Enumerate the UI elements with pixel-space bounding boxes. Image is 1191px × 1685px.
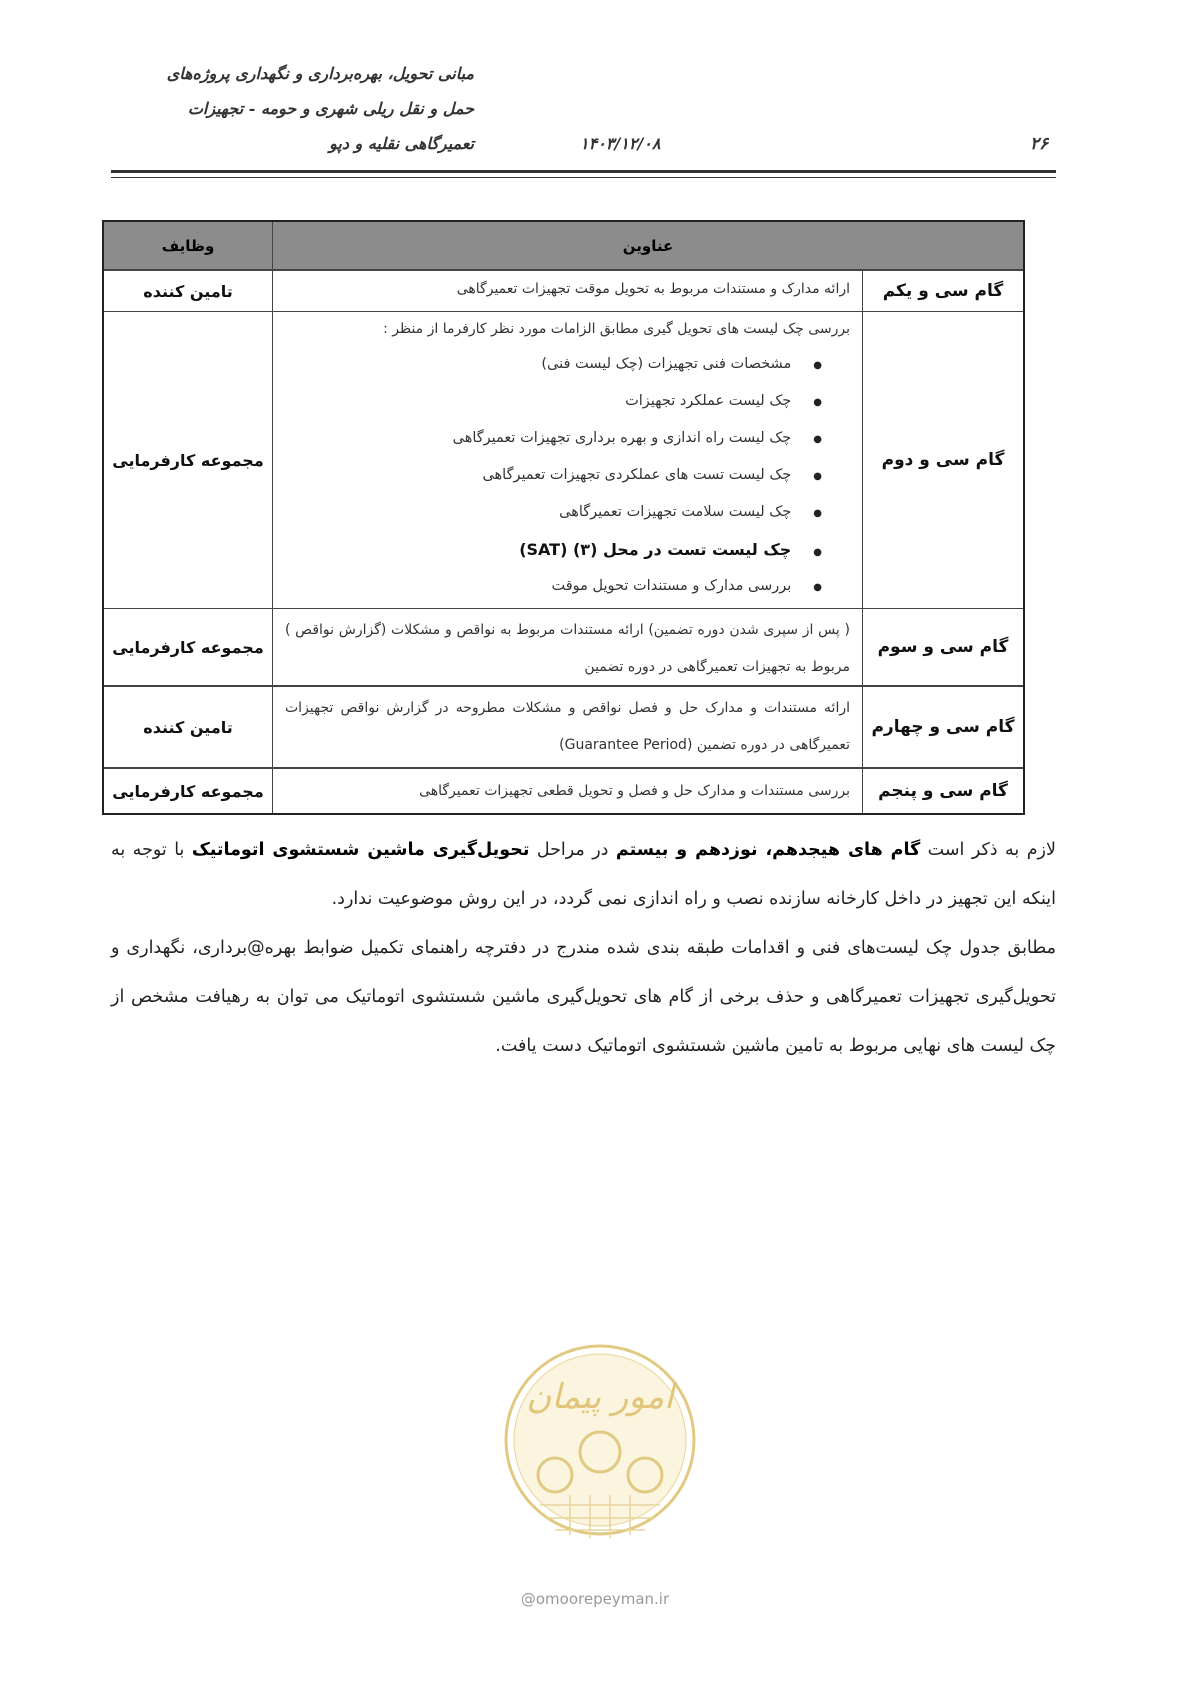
paragraph-text: در مراحل: [529, 840, 616, 860]
header-title-line-2: حمل و نقل ریلی شهری و حومه - تجهیزات: [187, 99, 474, 118]
step-label: گام سی و سوم: [863, 609, 1023, 687]
header-title-line-1: مبانی تحویل، بهره‌برداری و نگهداری پروژه‌های: [166, 64, 474, 83]
logo-url: @omoorepeyman.ir: [520, 1590, 670, 1608]
paragraph-bold: گام های هیجدهم، نوزدهم و بیستم: [615, 840, 921, 860]
list-item: ● مشخصات فنی تجهیزات (چک لیست فنی): [273, 346, 862, 383]
paragraph-text: با توجه به اینکه این تجهیز در داخل کارخانه سازنده نصب و راه اندازی نمی گردد، در این روش موضوعیت ندارد.: [111, 840, 1056, 909]
steps-table: [102, 220, 1025, 815]
list-item: ● چک لیست سلامت تجهیزات تعمیرگاهی: [273, 494, 862, 531]
paragraph-note: [111, 826, 1056, 924]
content-cell: [273, 312, 863, 609]
content-cell: ارائه مستندات و مدارک حل و فصل نواقص و مشکلات مطروحه در گزارش نواقص تجهیزات تعمیرگاهی در دوره تضمین (Guarantee Period): [273, 687, 863, 769]
paragraph-summary: مطابق جدول چک لیست‌های فنی و اقدامات طبقه بندی شده مندرج در دفترچه راهنمای تکمیل ضوابط بهره@برداری، نگهداری و تحویل‌گیری تجهیزات تعمیرگاهی و حذف برخی از گام های تحویل‌گیری ماشین شستشوی اتوماتیک می توان به رهیافت مشخص از چک لیست های نهایی مربوط به تامین ماشین شستشوی اتوماتیک دست یافت.: [111, 938, 1056, 1056]
checklist-bullets: [273, 346, 862, 605]
content-cell: ارائه مدارک و مستندات مربوط به تحویل موقت تجهیزات تعمیرگاهی: [273, 271, 863, 312]
duty-cell: مجموعه کارفرمایی: [104, 609, 273, 687]
omoore-peyman-logo: [500, 1330, 700, 1560]
svg-text:امور پیمان: امور پیمان: [526, 1377, 674, 1417]
paragraph-bold: تحویل‌گیری ماشین شستشوی اتوماتیک: [191, 840, 530, 860]
step-label: گام سی و چهارم: [863, 687, 1023, 769]
list-item: ● بررسی مدارک و مستندات تحویل موقت: [273, 568, 862, 605]
list-item: ● چک لیست عملکرد تجهیزات: [273, 383, 862, 420]
list-item-bold: ● چک لیست تست در محل (۳) (SAT): [273, 531, 862, 568]
duty-cell: مجموعه کارفرمایی: [104, 312, 273, 609]
header-rule-thick: [111, 170, 1056, 173]
header-rule-thin: [111, 177, 1056, 178]
paragraph-text: لازم به ذکر است: [920, 840, 1056, 860]
header-duties: وظایف: [104, 222, 273, 271]
page-number: ۲۶: [1030, 134, 1049, 154]
content-cell: ( پس از سپری شدن دوره تضمین) ارائه مستندات مربوط به نواقص و مشکلات (گزارش نواقص ) مربوط به تجهیزات تعمیرگاهی در دوره تضمین: [273, 609, 863, 687]
header-title-line-3: تعمیرگاهی نقلیه و دپو: [329, 134, 474, 153]
content-cell: بررسی مستندات و مدارک حل و فصل و تحویل قطعی تجهیزات تعمیرگاهی: [273, 769, 863, 813]
logo-url-text: omoorepeyman.ir: [535, 1590, 670, 1608]
duty-cell: مجموعه کارفرمایی: [104, 769, 273, 813]
step-label: گام سی و دوم: [863, 312, 1023, 609]
step-label: گام سی و یکم: [863, 271, 1023, 312]
header-date: ۱۴۰۳/۱۲/۰۸: [580, 134, 661, 153]
header-titles: عناوین: [273, 222, 1023, 271]
list-item: ● چک لیست تست های عملکردی تجهیزات تعمیرگاهی: [273, 457, 862, 494]
duty-cell: تامین کننده: [104, 687, 273, 769]
checklist-intro: بررسی چک لیست های تحویل گیری مطابق الزامات مورد نظر کارفرما از منظر :: [383, 321, 850, 337]
step-label: گام سی و پنجم: [878, 781, 1008, 801]
duty-cell: تامین کننده: [104, 271, 273, 312]
list-item: ● چک لیست راه اندازی و بهره برداری تجهیزات تعمیرگاهی: [273, 420, 862, 457]
